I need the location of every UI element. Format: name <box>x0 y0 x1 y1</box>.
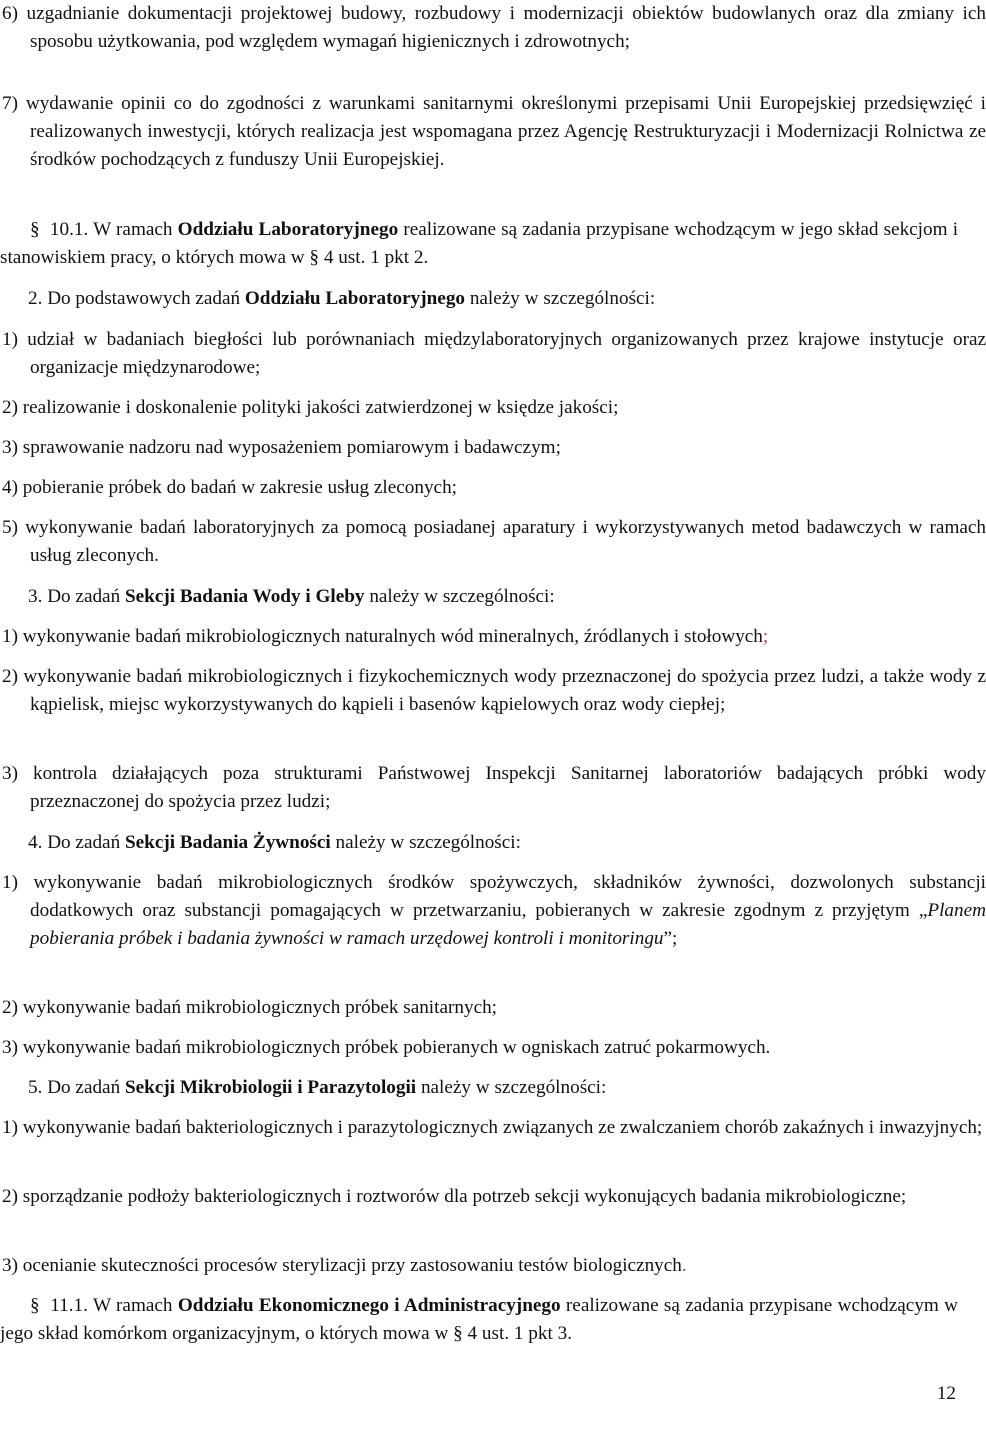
item-text: realizowanie i doskonalenie polityki jakości zatwierdzonej w księdze jakości; <box>22 397 619 418</box>
section-10-1 <box>0 216 958 272</box>
plan-title: Planem pobierania próbek i badania żywności w ramach urzędowej kontroli i monitoringu <box>30 900 986 949</box>
list-item <box>2 1114 986 1142</box>
section-text: należy w szczególności: <box>369 586 555 607</box>
item-number: 2) <box>2 1186 18 1207</box>
section-number: 10.1. <box>49 219 89 240</box>
section-3-heading <box>0 583 958 611</box>
item-text: sporządzanie podłoży bakteriologicznych i roztworów dla potrzeb sekcji wykonujących badania mikrobiologiczne; <box>22 1186 907 1207</box>
unit-name: Sekcji Badania Wody i Gleby <box>124 586 365 607</box>
item-text: sprawowanie nadzoru nad wyposażeniem pomiarowym i badawczym; <box>22 437 561 458</box>
section-text: należy w szczególności: <box>420 1077 607 1098</box>
section-number: 5. <box>28 1077 43 1098</box>
list-item-7 <box>2 90 986 174</box>
item-number: 7) <box>2 93 18 114</box>
section-text: Do podstawowych zadań <box>47 288 241 309</box>
list-item <box>2 994 986 1022</box>
list-item <box>2 623 986 651</box>
list-item <box>2 326 986 382</box>
section-text: Do zadań <box>47 586 121 607</box>
item-text: kontrola działających poza strukturami Państwowej Inspekcji Sanitarnej laboratoriów badających próbki wody przeznaczonej do spożycia przez ludzi; <box>30 763 986 812</box>
item-text: wykonywanie badań bakteriologicznych i parazytologicznych związanych ze zwalczaniem chorób zakaźnych i inwazyjnych; <box>22 1117 983 1138</box>
section-sign: § <box>30 1295 40 1316</box>
section-sign: § <box>453 1323 463 1344</box>
section-2-heading <box>0 285 958 313</box>
list-item <box>2 663 986 719</box>
item-text: wykonywanie badań mikrobiologicznych naturalnych wód mineralnych, źródlanych i stołowych <box>22 626 763 647</box>
unit-name: Sekcji Mikrobiologii i Parazytologii <box>124 1077 417 1098</box>
list-item <box>2 394 986 422</box>
unit-name: Oddziału Laboratoryjnego <box>177 219 399 240</box>
section-text: należy w szczególności: <box>469 288 656 309</box>
item-text: uzgadnianie dokumentacji projektowej budowy, rozbudowy i modernizacji obiektów budowlanych oraz dla zmiany ich sposobu użytkowania, pod względem wymagań higienicznych i zdrowotnych; <box>26 3 986 52</box>
section-number: 3. <box>28 586 43 607</box>
item-number: 6) <box>2 3 18 24</box>
list-item <box>2 514 986 570</box>
list-item <box>2 760 986 816</box>
section-reference: 4 ust. 1 pkt 2. <box>323 247 429 268</box>
item-text: wykonywanie badań laboratoryjnych za pomocą posiadanej aparatury i wykorzystywanych metod badawczych w ramach usług zleconych. <box>25 517 986 566</box>
item-text: wykonywanie badań mikrobiologicznych środków spożywczych, składników żywności, dozwolonych substancji dodatkowych oraz substancji pomagających w przetwarzaniu, pobieranych w zakresie zgodnym z przyjętym „ <box>30 872 986 921</box>
item-text: wykonywanie badań mikrobiologicznych i fizykochemicznych wody przeznaczonej do spożycia przez ludzi, a także wody z kąpielisk, miejsc wykorzystywanych do kąpieli i basenów kąpielowych oraz wody ciepłej; <box>23 666 986 715</box>
item-text: wykonywanie badań mikrobiologicznych próbek sanitarnych; <box>22 997 498 1018</box>
section-number: 11.1. <box>50 1295 88 1316</box>
section-text: Do zadań <box>47 832 121 853</box>
item-number: 1) <box>2 626 18 647</box>
list-item <box>2 1252 986 1280</box>
item-number: 3) <box>2 1037 18 1058</box>
item-number: 1) <box>2 1117 18 1138</box>
item-number: 3) <box>2 1255 18 1276</box>
list-item <box>2 434 986 462</box>
item-text: wydawanie opinii co do zgodności z warunkami sanitarnymi określonymi przepisami Unii Europejskiej przedsięwzięć i realizowanych inwestycji, których realizacja jest wspomagana przez Agencję Restrukturyzacji i Modernizacji Rolnictwa ze środków pochodzących z funduszy Unii Europejskiej. <box>25 93 986 170</box>
item-text: udział w badaniach biegłości lub porównaniach międzylaboratoryjnych organizowanych przez krajowe instytucje oraz organizacje międzynarodowe; <box>27 329 986 378</box>
item-number: 4) <box>2 477 18 498</box>
section-reference: 4 ust. 1 pkt 3. <box>467 1323 573 1344</box>
section-5-heading <box>0 1074 958 1102</box>
item-number: 2) <box>2 666 18 687</box>
item-number: 1) <box>2 872 18 893</box>
section-text: należy w szczególności: <box>330 832 521 853</box>
list-item <box>2 1183 986 1211</box>
item-number: 3) <box>2 763 18 784</box>
list-item <box>2 474 986 502</box>
section-number: 4. <box>28 832 43 853</box>
item-number: 2) <box>2 997 18 1018</box>
section-text: W ramach <box>92 1295 173 1316</box>
section-text: realizowane są zadania przypisane wchodzącym w jego skład komórkom organizacyjnym, o których mowa w <box>0 1295 959 1344</box>
item-text: wykonywanie badań mikrobiologicznych próbek pobieranych w ogniskach zatruć pokarmowych. <box>22 1037 771 1058</box>
item-end-mark: . <box>681 1255 687 1276</box>
section-4-heading <box>0 829 958 857</box>
list-item <box>2 869 986 953</box>
list-item <box>2 1034 986 1062</box>
section-text: W ramach <box>93 219 173 240</box>
section-number: 2. <box>28 288 43 309</box>
unit-name: Sekcji Badania Żywności <box>124 832 331 853</box>
unit-name: Oddziału Laboratoryjnego <box>244 288 466 309</box>
item-number: 5) <box>2 517 18 538</box>
item-text: ocenianie skuteczności procesów sterylizacji przy zastosowaniu testów biologicznych <box>22 1255 682 1276</box>
item-number: 3) <box>2 437 18 458</box>
item-end-mark: ; <box>762 626 769 647</box>
section-11-1 <box>0 1292 958 1348</box>
section-sign: § <box>30 219 40 240</box>
item-end-mark: ”; <box>663 928 678 949</box>
unit-name: Oddziału Ekonomicznego i Administracyjnego <box>177 1295 561 1316</box>
list-item-6 <box>2 0 986 56</box>
page-number: 12 <box>936 1383 956 1404</box>
section-text: realizowane są zadania przypisane wchodzącym w jego skład sekcjom i stanowiskiem pracy, o których mowa w <box>0 219 959 268</box>
item-number: 1) <box>2 329 18 350</box>
item-text: pobieranie próbek do badań w zakresie usług zleconych; <box>22 477 458 498</box>
item-number: 2) <box>2 397 18 418</box>
section-sign: § <box>309 247 320 268</box>
section-text: Do zadań <box>47 1077 121 1098</box>
